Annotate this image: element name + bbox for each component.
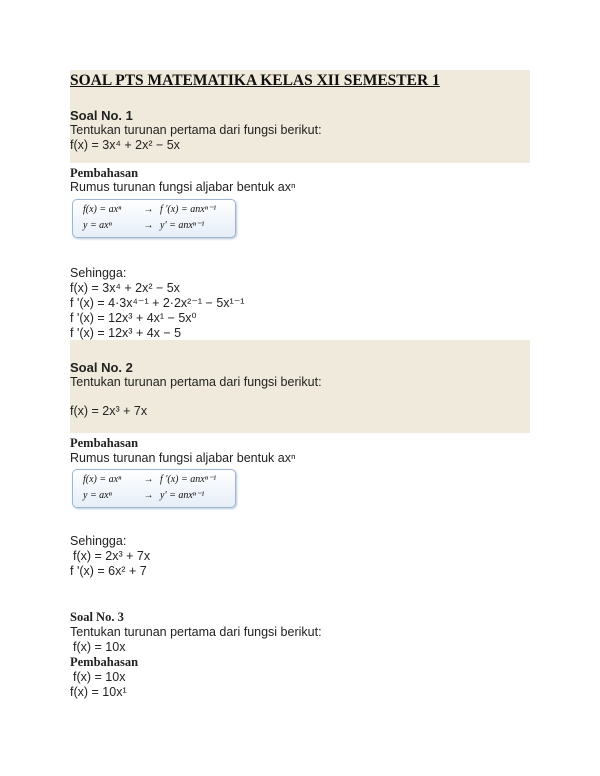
- soal3-pembahasan: Pembahasan: [70, 655, 139, 669]
- soal1-step: f(x) = 3x⁴ + 2x² − 5x: [70, 281, 180, 295]
- arrow-icon: →: [143, 204, 154, 215]
- soal2-heading: Soal No. 2: [70, 360, 133, 375]
- page-title: SOAL PTS MATEMATIKA KELAS XII SEMESTER 1: [70, 72, 440, 89]
- arrow-icon: →: [143, 220, 154, 231]
- soal3-function: f(x) = 10x: [73, 640, 126, 654]
- formula-row2-left: y = axⁿ: [83, 220, 112, 231]
- soal3-step: f(x) = 10x¹: [70, 685, 127, 699]
- soal1-formula-box: [72, 199, 236, 238]
- soal1-question: Tentukan turunan pertama dari fungsi berikut:: [70, 123, 322, 137]
- soal1-step: f '(x) = 12x³ + 4x¹ − 5x⁰: [70, 311, 197, 325]
- formula-row1-left: f(x) = axⁿ: [83, 204, 122, 215]
- soal2-step: f '(x) = 6x² + 7: [70, 564, 147, 578]
- soal3-question: Tentukan turunan pertama dari fungsi berikut:: [70, 625, 322, 639]
- soal2-pembahasan: Pembahasan: [70, 436, 139, 450]
- soal2-rumus: Rumus turunan fungsi aljabar bentuk axⁿ: [70, 451, 296, 465]
- formula-row2-right: y' = anxⁿ⁻¹: [160, 220, 205, 231]
- soal2-question: Tentukan turunan pertama dari fungsi berikut:: [70, 375, 322, 389]
- soal1-sehingga: Sehingga:: [70, 266, 127, 280]
- formula-row1-left: f(x) = axⁿ: [83, 474, 122, 485]
- soal2-function: f(x) = 2x³ + 7x: [70, 404, 148, 418]
- formula-row2-left: y = axⁿ: [83, 490, 112, 501]
- soal1-function: f(x) = 3x⁴ + 2x² − 5x: [70, 138, 180, 152]
- soal1-rumus: Rumus turunan fungsi aljabar bentuk axⁿ: [70, 180, 296, 194]
- soal2-formula-box: [72, 469, 236, 508]
- arrow-icon: →: [143, 490, 154, 501]
- soal1-step: f '(x) = 4·3x⁴⁻¹ + 2·2x²⁻¹ − 5x¹⁻¹: [70, 296, 245, 310]
- formula-row1-right: f '(x) = anxⁿ⁻¹: [160, 474, 217, 485]
- soal2-step: f(x) = 2x³ + 7x: [73, 549, 151, 563]
- arrow-icon: →: [143, 474, 154, 485]
- soal1-heading: Soal No. 1: [70, 108, 133, 123]
- soal1-step: f '(x) = 12x³ + 4x − 5: [70, 326, 182, 340]
- formula-row1-right: f '(x) = anxⁿ⁻¹: [160, 204, 217, 215]
- soal3-heading: Soal No. 3: [70, 610, 124, 624]
- soal3-step: f(x) = 10x: [73, 670, 126, 684]
- soal2-sehingga: Sehingga:: [70, 534, 127, 548]
- soal1-pembahasan: Pembahasan: [70, 166, 139, 180]
- formula-row2-right: y' = anxⁿ⁻¹: [160, 490, 205, 501]
